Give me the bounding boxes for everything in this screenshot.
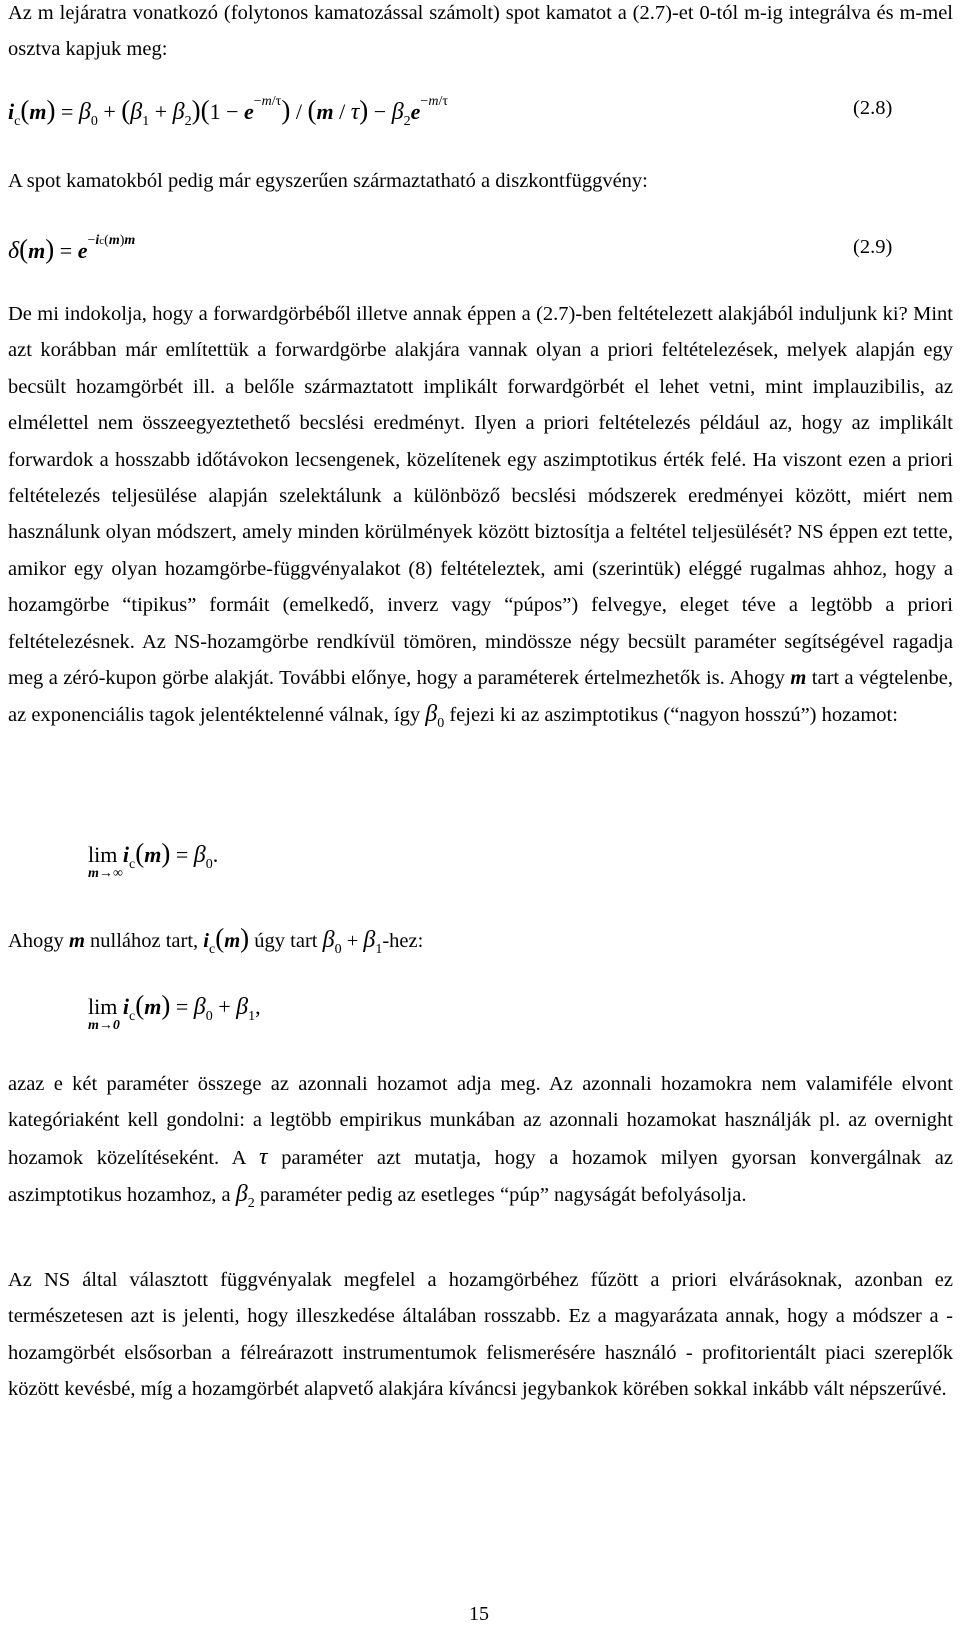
equation-2-8-number: (2.8) bbox=[853, 97, 893, 119]
limit-zero-equation: $\lim i_c(m) = \beta_0 + \beta_1$, bbox=[88, 990, 261, 1024]
equation-2-9: $\delta(m) = e^{-ic(m)m}$ bbox=[8, 233, 136, 264]
parameters-paragraph: azaz e két paraméter összege az azonnali hozamot adja meg. Az azonnali hozamokra nem valamiféle elvont kategóriaként kell gondolni: a legtöbb empirikus munkában az azonnali hozamokat használják pl. az overnight hozamok közelítéseként. A τ paraméter azt mutatja, hogy a hozamok milyen gyorsan konvergálnak az aszimptotikus hozamhoz, a $\beta_2$ paraméter pedig az esetleges “púp” nagyságát befolyásolja. bbox=[8, 1073, 954, 1212]
page-number: 15 bbox=[469, 1603, 489, 1625]
equation-2-9-number: (2.9) bbox=[853, 236, 893, 258]
limit-infinity-sub: m→∞ bbox=[88, 866, 123, 881]
intro-paragraph: Az m lejáratra vonatkozó (folytonos kamatozással számolt) spot kamatot a (2.7)-et 0-tól m-ig integrálva és m-mel osztva kapjuk meg: bbox=[8, 2, 953, 61]
equation-2-8: $i_c(m) = \beta_0 + (\beta_1 + \beta_2)(1 - e^{-m/\tau}) / (m / \tau) - \beta_2e^{-m/\tau}$ bbox=[8, 94, 448, 129]
limit-infinity-equation: $\lim i_c(m) = \beta_0$. bbox=[88, 838, 219, 872]
limit-zero-sub: m→0 bbox=[88, 1018, 120, 1033]
discount-intro-line: A spot kamatokból pedig már egyszerűen származtatható a diszkontfüggvény: bbox=[8, 170, 648, 192]
conclusion-paragraph: Az NS által választott függvényalak megfelel a hozamgörbéhez fűzött a priori elvárásoknak, azonban ez természetesen azt is jelenti, hogy illeszkedése általában rosszabb. Ez a magyarázata annak, hogy a módszer a - hozamgörbét elsősorban a félreárazott instrumentumok felismerésére használó - profitorientált piaci szereplők között kevésbé, míg a hozamgörbét alapvető alakjára kíváncsi jegybankok körében sokkal inkább vált népszerűvé. bbox=[8, 1269, 953, 1401]
limit-zero-intro: Ahogy m nullához tart, $i_c(m)$ úgy tart $\beta_0 + \beta_1-hez$: bbox=[8, 923, 424, 957]
main-paragraph: De mi indokolja, hogy a forwardgörbéből illetve annak éppen a (2.7)-ben feltételezett alakjából induljunk ki? Mint azt korábban már említettük a forwardgörbe alakjára vannak olyan a priori feltételezések, melyek alapján egy becsült hozamgörbét ill. a belőle származtatott implikált forwardgörbét el lehet vetni, mint implauzibilis, az elmélettel nem összeegyeztethető becslési eredményt. Ilyen a priori feltételezés például az, hogy az implikált forwardok a hosszabb időtávokon lecsengenek, közelítenek egy aszimptotikus érték felé. Ha viszont ezen a priori feltételezés teljesülése alapján szelektálunk a különböző becslési módszerek eredményei között, miért nem használunk olyan módszert, amely minden körülmények között biztosítja a feltétel teljesülését? NS éppen ezt tette, amikor egy olyan hozamgörbe-függvényalakot (8) feltételeztek, ami (szerintük) eléggé rugalmas ahhoz, hogy a hozamgörbe “tipikus” formáit (emelkedő, inverz vagy “púpos”) felvegye, eleget téve a legtöbb a priori feltételezésnek. Az NS-hozamgörbe rendkívül tömören, mindössze négy becsült paraméter segítségével ragadja meg a zéró-kupon görbe alakját. További előnye, hogy a paraméterek értelmezhetők is. Ahogy m tart a végtelenbe, az exponenciális tagok jelentéktelenné válnak, így $\beta_0$ fejezi ki az aszimptotikus (“nagyon hosszú”) hozamot: bbox=[8, 303, 954, 732]
